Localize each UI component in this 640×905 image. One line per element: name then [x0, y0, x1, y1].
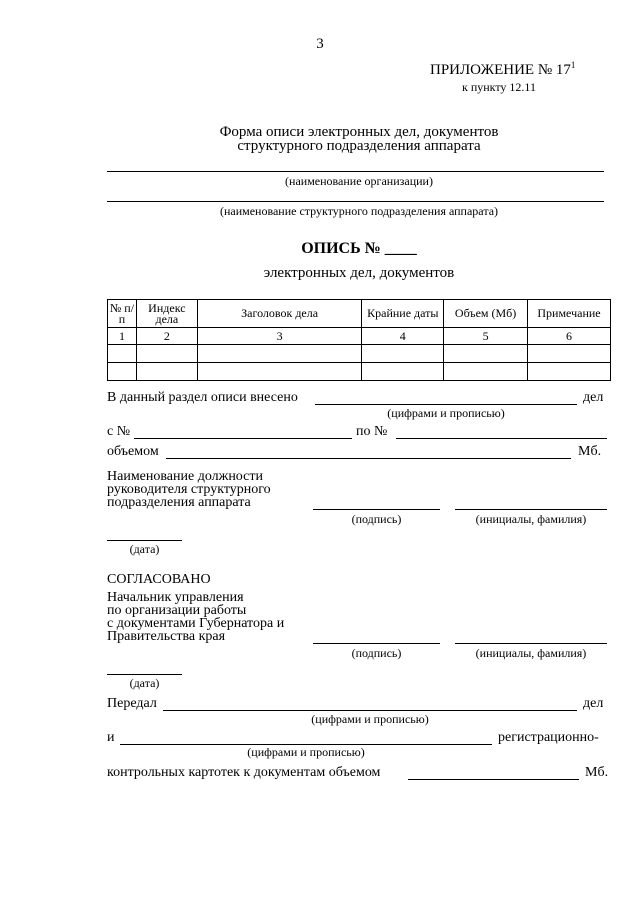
table-cell[interactable] [108, 345, 137, 363]
header-cell-note: Примечание [528, 300, 611, 328]
unit-name-caption: (наименование структурного подразделения аппарата) [219, 204, 499, 218]
table-cell[interactable] [108, 363, 137, 381]
position-title-line: Наименование должности [107, 469, 263, 484]
table-cell[interactable] [528, 345, 611, 363]
column-number: 2 [136, 328, 197, 345]
table-cell[interactable] [362, 363, 444, 381]
and-label: и [107, 730, 115, 745]
column-number: 3 [197, 328, 362, 345]
form-title-line2: структурного подразделения аппарата [237, 138, 481, 154]
form-title-line1: Форма описи электронных дел, документов [219, 124, 499, 140]
cards-volume-line[interactable] [408, 779, 579, 780]
agreed-position-line: Начальник управления [107, 590, 244, 605]
table-cell[interactable] [197, 363, 362, 381]
date-caption: (дата) [129, 542, 160, 556]
table-cell[interactable] [197, 345, 362, 363]
position-title-line: подразделения аппарата [107, 495, 251, 510]
agreed-date-caption: (дата) [129, 676, 160, 690]
appendix-superscript: 1 [570, 60, 576, 70]
appendix-title-text: ПРИЛОЖЕНИЕ № 17 [430, 62, 571, 78]
date-line[interactable] [107, 540, 182, 541]
transfer-label: Передал [107, 696, 157, 711]
agreed-date-line[interactable] [107, 674, 182, 675]
header-cell-number: № п/п [108, 300, 137, 328]
header-cell-index: Индекс дела [136, 300, 197, 328]
table-number-row [108, 328, 611, 345]
appendix-title [430, 60, 575, 79]
page-number: 3 [316, 36, 324, 52]
cards-volume-unit: Мб. [585, 765, 609, 780]
header-cell-dates: Крайние даты [362, 300, 444, 328]
agreed-title: СОГЛАСОВАНО [107, 572, 211, 587]
table-cell[interactable] [136, 363, 197, 381]
initials-line[interactable] [455, 509, 607, 510]
agreed-position [107, 591, 284, 643]
agreed-position-line: по организации работы [107, 603, 247, 618]
org-name-line[interactable] [107, 171, 604, 172]
column-number: 5 [444, 328, 528, 345]
table-header-row [108, 300, 611, 328]
signature-caption: (подпись) [351, 512, 402, 526]
transfer-count-caption: (цифрами и прописью) [311, 712, 429, 726]
agreed-position-line: Правительства края [107, 629, 226, 644]
to-number-label: по № [356, 424, 388, 439]
column-number: 6 [528, 328, 611, 345]
inventory-heading: ОПИСЬ № ____ [301, 240, 417, 257]
position-title [107, 470, 271, 509]
transfer-count-line[interactable] [163, 710, 577, 711]
inventory-subtitle: электронных дел, документов [263, 265, 455, 281]
to-number-line[interactable] [396, 438, 607, 439]
column-number: 1 [108, 328, 137, 345]
volume-label: объемом [107, 444, 159, 459]
table-cell[interactable] [444, 345, 528, 363]
entered-count-line[interactable] [315, 404, 577, 405]
org-name-caption: (наименование организации) [285, 174, 433, 188]
position-title-line: руководителя структурного [107, 482, 271, 497]
header-cell-title: Заголовок дела [197, 300, 362, 328]
column-number: 4 [362, 328, 444, 345]
agreed-position-line: с документами Губернатора и [107, 616, 285, 631]
entered-suffix: дел [583, 390, 604, 405]
inventory-table [107, 299, 611, 381]
table-cell[interactable] [362, 345, 444, 363]
transfer-cases: дел [583, 696, 604, 711]
unit-name-line[interactable] [107, 201, 604, 202]
agreed-initials-line[interactable] [455, 643, 607, 644]
registration-label: регистрационно- [498, 730, 599, 745]
entered-label: В данный раздел описи внесено [107, 390, 298, 405]
table-cell[interactable] [444, 363, 528, 381]
initials-caption: (инициалы, фамилия) [475, 512, 587, 526]
volume-line[interactable] [166, 458, 571, 459]
cards-label: контрольных картотек к документам объемом [107, 765, 381, 780]
header-cell-volume: Объем (Мб) [444, 300, 528, 328]
table-row [108, 345, 611, 363]
volume-unit: Мб. [578, 444, 602, 459]
entered-count-caption: (цифрами и прописью) [387, 406, 505, 420]
table-cell[interactable] [136, 345, 197, 363]
cards-count-caption: (цифрами и прописью) [247, 745, 365, 759]
appendix-reference: к пункту 12.11 [462, 80, 536, 94]
agreed-initials-caption: (инициалы, фамилия) [475, 646, 587, 660]
signature-line[interactable] [313, 509, 440, 510]
from-number-label: с № [107, 424, 131, 439]
table-cell[interactable] [528, 363, 611, 381]
from-number-line[interactable] [134, 438, 352, 439]
agreed-signature-caption: (подпись) [351, 646, 402, 660]
table-row [108, 363, 611, 381]
agreed-signature-line[interactable] [313, 643, 440, 644]
